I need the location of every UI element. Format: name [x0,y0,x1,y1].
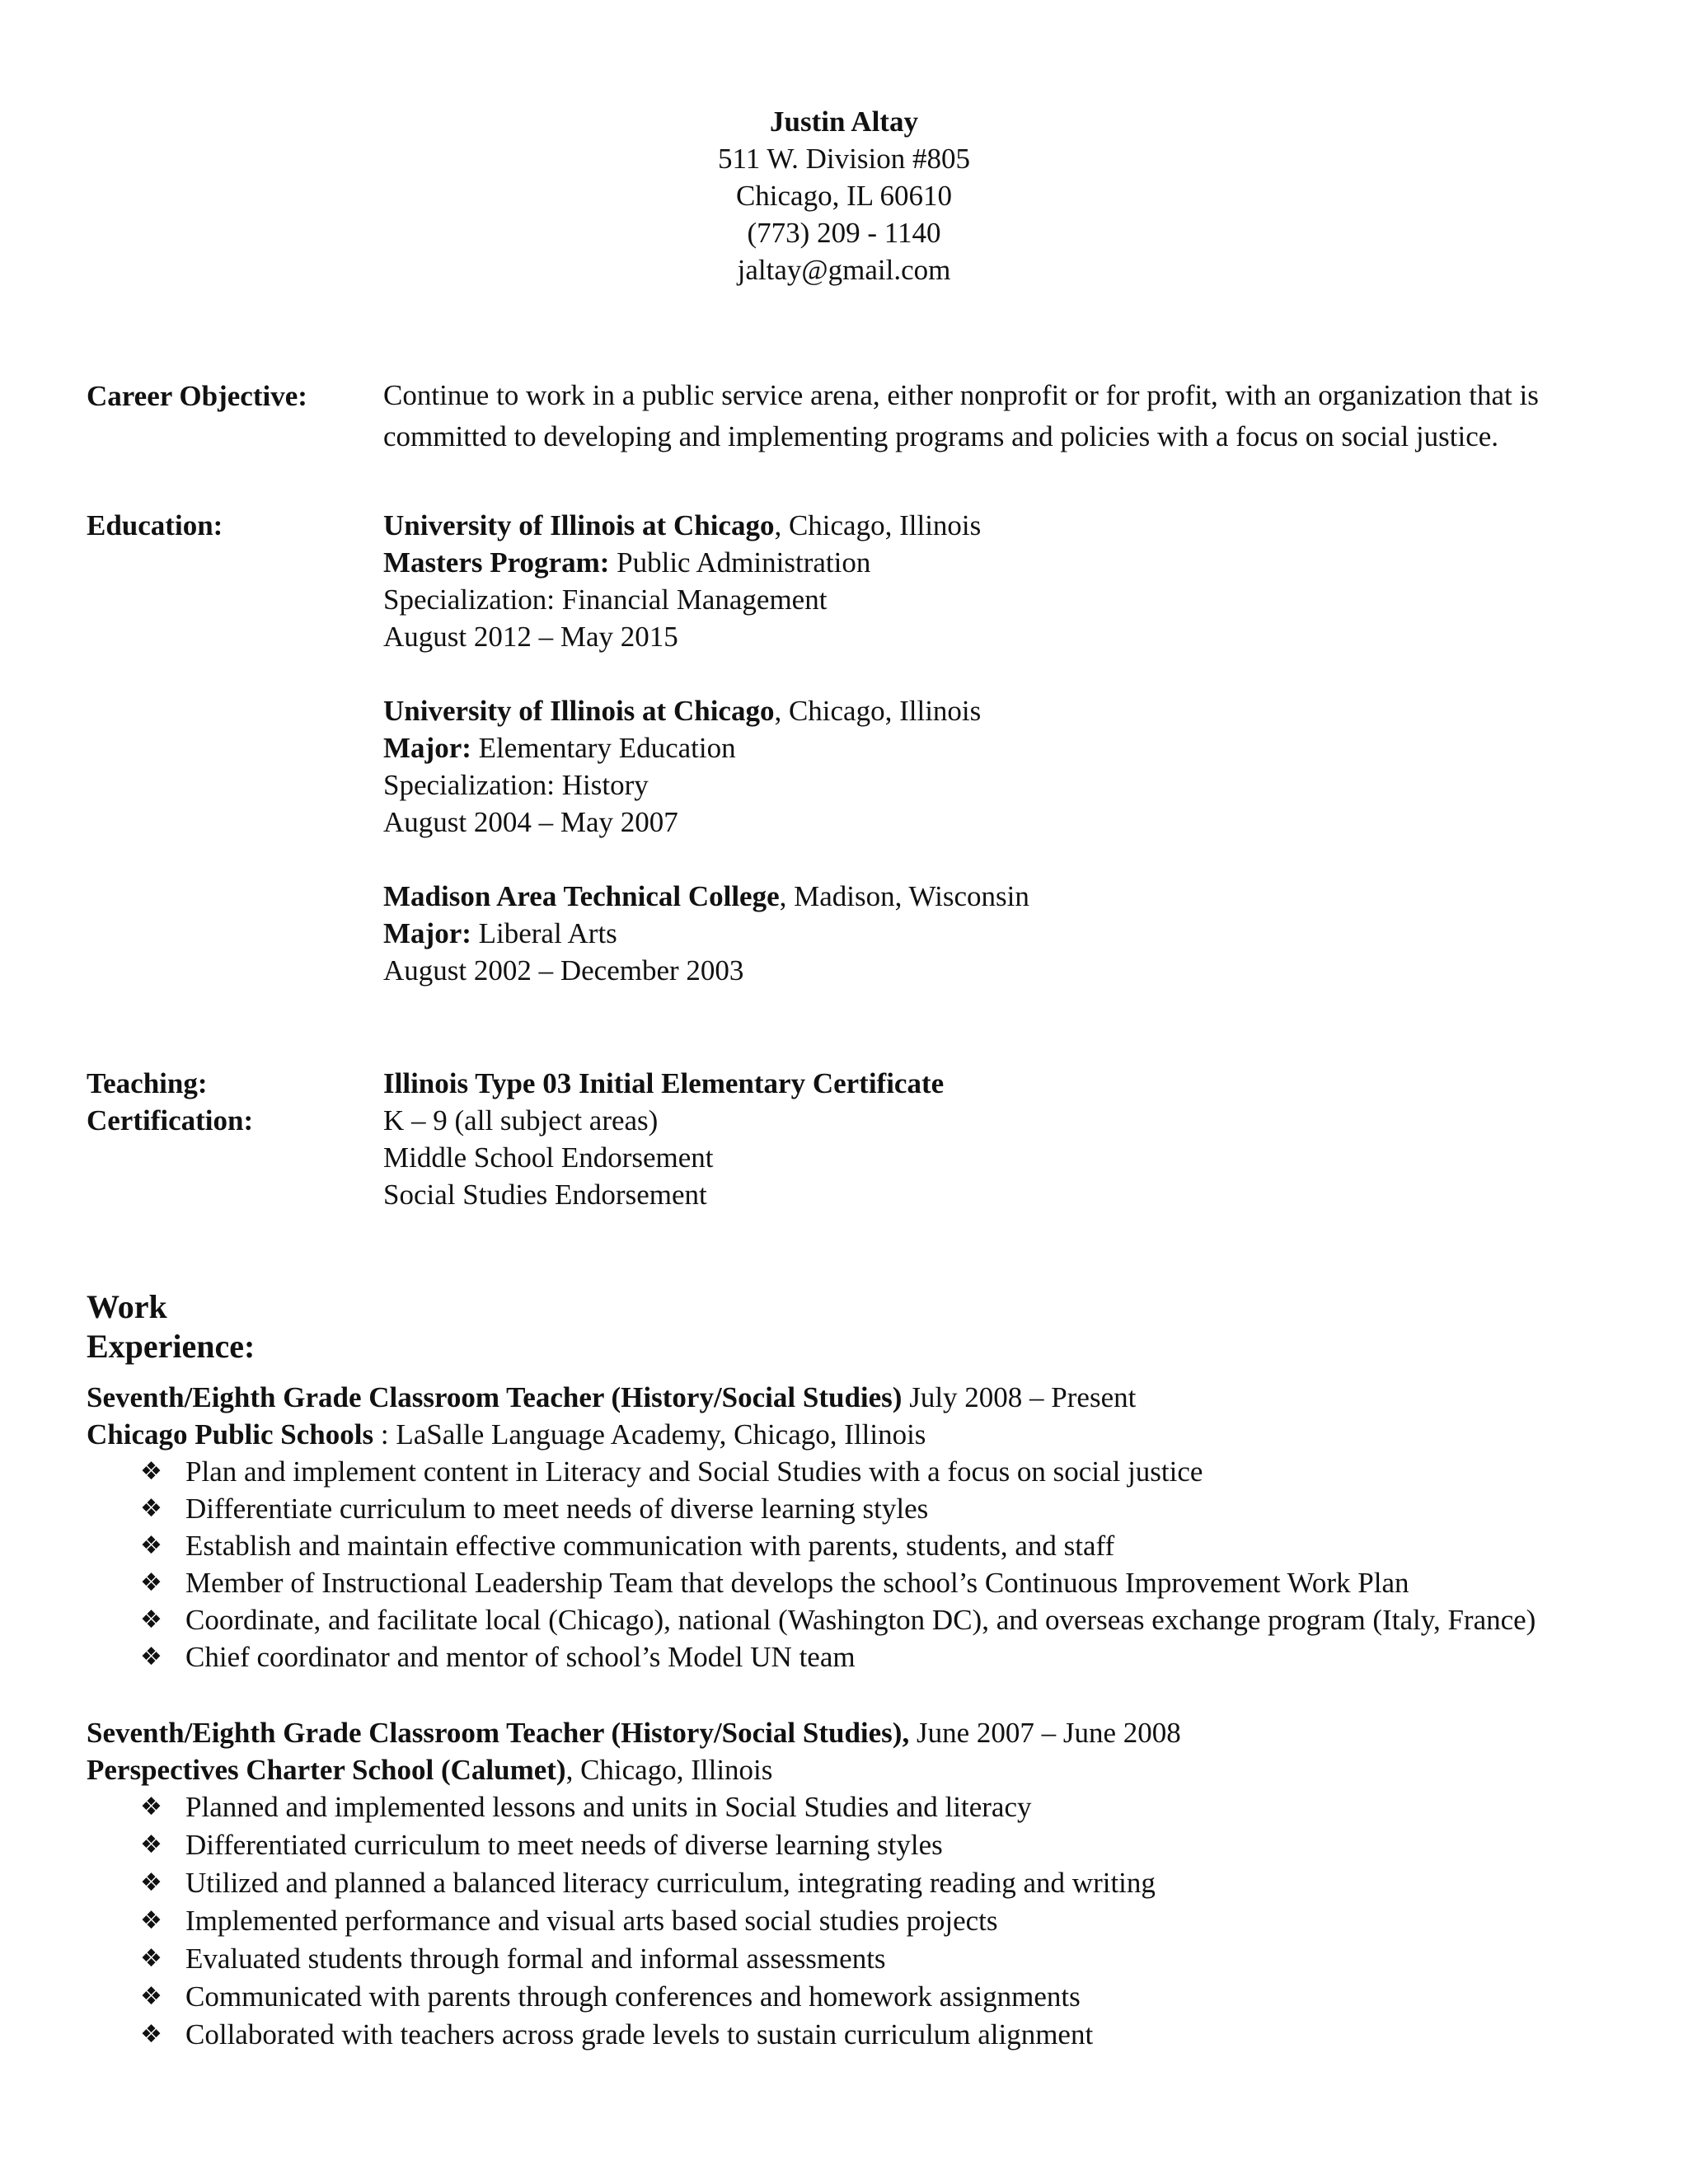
education-label: Education: [87,509,223,541]
employer-detail: , Chicago, Illinois [565,1754,773,1786]
diamond-bullet-icon: ❖ [140,1982,162,2011]
job-duties-list [87,1453,1653,1675]
education-entry [383,878,1029,989]
education-dates: August 2002 – December 2003 [383,954,744,987]
certificate-detail: K – 9 (all subject areas) [383,1104,659,1137]
objective-text: Continue to work in a public service arena, either nonprofit or for profit, with an organization that is committed to developing and implementing programs and policies with a focus on social justice. [383,379,1539,452]
duty-text: Member of Instructional Leadership Team that develops the school’s Continuous Improvement Work Plan [185,1567,1409,1599]
diamond-bullet-icon: ❖ [140,1944,162,1973]
list-item [87,1453,1653,1490]
objective-label: Career Objective: [87,380,307,412]
certification-section [383,1065,944,1213]
employer-name: Chicago Public Schools [87,1418,374,1451]
candidate-name: Justin Altay [770,105,918,138]
list-item [87,1902,1653,1940]
duty-text: Establish and maintain effective communication with parents, students, and staff [185,1530,1115,1562]
school-name: Madison Area Technical College [383,880,780,912]
program-name: Public Administration [609,546,871,579]
education-entry [383,507,1029,655]
employer-name: Perspectives Charter School (Calumet) [87,1754,566,1786]
school-location: , Madison, Wisconsin [779,880,1029,912]
job-duties-list [87,1788,1653,2054]
email-address: jaltay@gmail.com [737,254,951,286]
diamond-bullet-icon: ❖ [140,1531,162,1560]
certificate-title: Illinois Type 03 Initial Elementary Certificate [383,1067,945,1099]
diamond-bullet-icon: ❖ [140,1457,162,1486]
duty-text: Planned and implemented lessons and units in Social Studies and literacy [185,1791,1032,1823]
contact-header [0,103,1688,288]
list-item [87,1940,1653,1978]
program-label: Major: [383,732,471,764]
school-location: , Chicago, Illinois [774,509,982,541]
diamond-bullet-icon: ❖ [140,1605,162,1634]
job-title: Seventh/Eighth Grade Classroom Teacher (History/Social Studies), [87,1717,910,1749]
list-item [87,1490,1653,1527]
job-title: Seventh/Eighth Grade Classroom Teacher (History/Social Studies) [87,1381,903,1413]
program-label: Masters Program: [383,546,610,579]
list-item [87,1601,1653,1638]
diamond-bullet-icon: ❖ [140,1906,162,1935]
duty-text: Differentiate curriculum to meet needs of diverse learning styles [185,1493,929,1525]
certificate-detail: Middle School Endorsement [383,1141,714,1174]
education-entry [383,692,1029,841]
duty-text: Coordinate, and facilitate local (Chicago), national (Washington DC), and overseas exchange program (Italy, France) [185,1604,1536,1636]
diamond-bullet-icon: ❖ [140,1868,162,1897]
certification-label [87,1065,253,1139]
program-name: Liberal Arts [471,917,617,949]
list-item [87,1864,1653,1902]
duty-text: Communicated with parents through conferences and homework assignments [185,1980,1081,2013]
education-section [383,507,1029,1026]
list-item [87,2016,1653,2054]
list-item [87,1564,1653,1601]
list-item [87,1826,1653,1864]
certification-label-line-2: Certification: [87,1104,254,1137]
job-dates: June 2007 – June 2008 [909,1717,1181,1749]
job-entry [87,1714,1653,2054]
employer-detail: : LaSalle Language Academy, Chicago, Illinois [373,1418,926,1451]
education-dates: August 2004 – May 2007 [383,806,678,838]
certificate-detail: Social Studies Endorsement [383,1179,707,1211]
program-name: Elementary Education [471,732,736,764]
phone-number: (773) 209 - 1140 [747,217,941,249]
program-label: Major: [383,917,471,949]
school-name: University of Illinois at Chicago [383,695,775,727]
duty-text: Differentiated curriculum to meet needs of diverse learning styles [185,1829,943,1861]
duty-text: Plan and implement content in Literacy and Social Studies with a focus on social justice [185,1455,1203,1488]
diamond-bullet-icon: ❖ [140,1793,162,1821]
diamond-bullet-icon: ❖ [140,1830,162,1859]
certification-label-line-1: Teaching: [87,1067,208,1099]
work-heading-line-2: Experience: [87,1328,256,1365]
specialization: Specialization: Financial Management [383,583,828,616]
job-dates: July 2008 – Present [902,1381,1137,1413]
education-dates: August 2012 – May 2015 [383,621,678,653]
specialization: Specialization: History [383,769,649,801]
job-entry [87,1379,1653,1675]
list-item [87,1978,1653,2016]
duty-text: Collaborated with teachers across grade levels to sustain curriculum alignment [185,2018,1094,2050]
diamond-bullet-icon: ❖ [140,1494,162,1523]
work-heading-line-1: Work [87,1288,167,1325]
diamond-bullet-icon: ❖ [140,1643,162,1671]
duty-text: Evaluated students through formal and informal assessments [185,1943,886,1975]
duty-text: Implemented performance and visual arts based social studies projects [185,1905,998,1937]
list-item [87,1788,1653,1826]
list-item [87,1638,1653,1675]
school-name: University of Illinois at Chicago [383,509,775,541]
diamond-bullet-icon: ❖ [140,2020,162,2049]
school-location: , Chicago, Illinois [774,695,982,727]
duty-text: Chief coordinator and mentor of school’s Model UN team [185,1641,856,1673]
list-item [87,1527,1653,1564]
duty-text: Utilized and planned a balanced literacy curriculum, integrating reading and writing [185,1867,1156,1899]
address-line-2: Chicago, IL 60610 [735,180,953,212]
address-line-1: 511 W. Division #805 [718,143,970,175]
work-experience-heading [87,1287,255,1366]
diamond-bullet-icon: ❖ [140,1568,162,1597]
